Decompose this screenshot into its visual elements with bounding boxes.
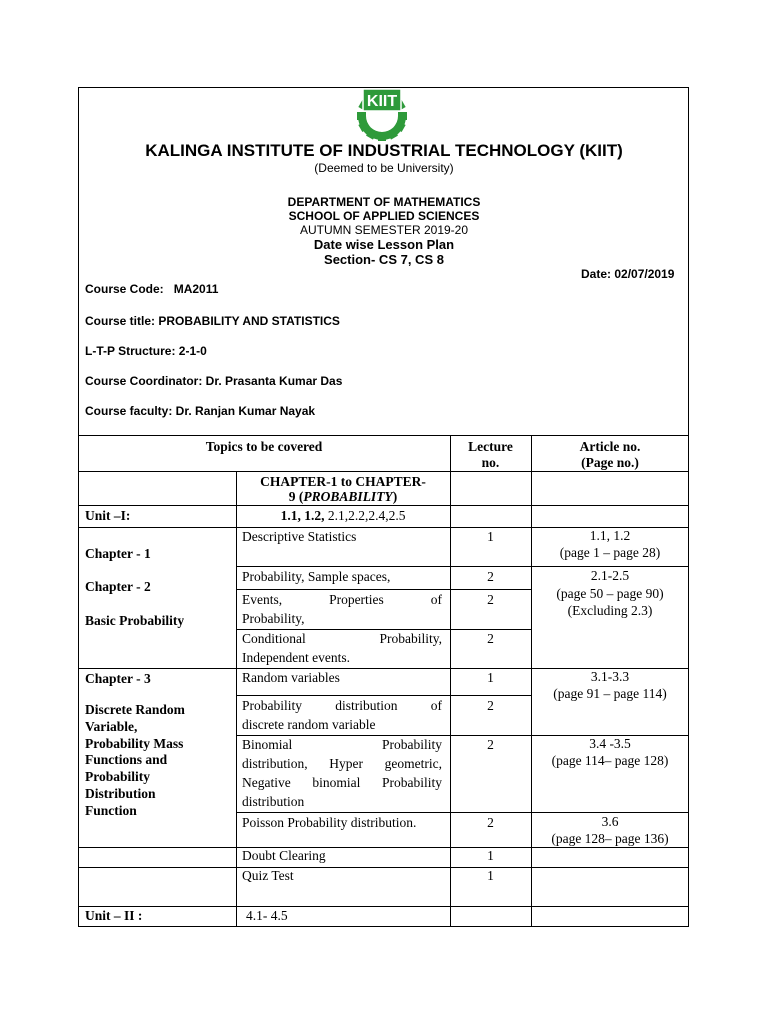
lecture-count: 2 (487, 737, 494, 752)
topic-random-variables: Random variables (242, 670, 340, 685)
plan-date: Date: 02/07/2019 (581, 267, 675, 281)
school-name: SCHOOL OF APPLIED SCIENCES (288, 209, 480, 223)
unit-2-label: Unit – II : (85, 908, 143, 923)
chapter-3-label: Chapter - 3 (85, 671, 151, 686)
article-ch2: 2.1-2.5 (page 50 – page 90) (Excluding 2.3) (556, 568, 664, 618)
kiit-logo (340, 86, 424, 142)
course-coordinator: Course Coordinator: Dr. Prasanta Kumar Das (85, 374, 343, 388)
topic-conditional-probability: Conditional Probability, Independent events. (242, 631, 442, 665)
department-name: DEPARTMENT OF MATHEMATICS (287, 195, 481, 209)
deemed-university: (Deemed to be University) (314, 161, 454, 175)
unit-1-sections: 1.1, 1.2, 2.1,2.2,2.4,2.5 (280, 508, 406, 523)
lecture-count: 2 (487, 592, 494, 607)
col-header-lecture-2: no. (481, 455, 500, 470)
article-ch3-b: 3.4 -3.5 (page 114– page 128) (551, 736, 669, 768)
col-header-article-2: (Page no.) (581, 455, 639, 470)
col-header-topics: Topics to be covered (205, 439, 323, 454)
topic-doubt-clearing: Doubt Clearing (242, 848, 326, 863)
topic-poisson-distribution: Poisson Probability distribution. (242, 815, 417, 830)
article-ch1: 1.1, 1.2 (page 1 – page 28) (559, 528, 661, 560)
topic-binomial-distribution: Binomial Probability distribution, Hyper geometric, Negative binomial Probability distribution (242, 737, 442, 809)
unit-1-label: Unit –I: (85, 508, 131, 523)
chapter-2-name: Basic Probability (85, 613, 185, 628)
article-ch3-c: 3.6 (page 128– page 136) (551, 814, 669, 846)
col-header-lecture-1: Lecture (468, 439, 513, 454)
topic-quiz-test: Quiz Test (242, 868, 294, 883)
course-code-label: Course Code: (85, 282, 164, 296)
chapter-2-label: Chapter - 2 (85, 579, 151, 594)
course-faculty: Course faculty: Dr. Ranjan Kumar Nayak (85, 404, 316, 418)
semester: AUTUMN SEMESTER 2019-20 (299, 223, 469, 237)
article-ch3-a: 3.1-3.3 (page 91 – page 114) (553, 669, 667, 701)
chapter-range-heading-line1: CHAPTER-1 to CHAPTER- (260, 474, 426, 489)
chapter-range-heading-line2: 9 (PROBABILITY) (288, 489, 398, 504)
ltp-structure: L-T-P Structure: 2-1-0 (85, 344, 207, 358)
course-code (85, 282, 218, 296)
topic-events-properties: Events, Properties of Probability, (242, 592, 442, 626)
lecture-count: 1 (487, 529, 494, 544)
topic-discrete-distribution: Probability distribution of discrete random variable (242, 698, 442, 732)
course-title: Course title: PROBABILITY AND STATISTICS (85, 314, 340, 328)
lecture-count: 2 (487, 698, 494, 713)
logo-text: KIIT (366, 93, 398, 110)
lecture-count: 2 (487, 569, 494, 584)
col-header-article-1: Article no. (579, 439, 641, 454)
lecture-count: 1 (487, 868, 494, 883)
chapter-1-label: Chapter - 1 (85, 546, 151, 561)
lecture-count: 2 (487, 631, 494, 646)
lecture-count: 1 (487, 670, 494, 685)
topic-descriptive-statistics: Descriptive Statistics (242, 529, 357, 544)
lecture-count: 1 (487, 848, 494, 863)
topic-sample-spaces: Probability, Sample spaces, (242, 569, 391, 584)
section-info: Section- CS 7, CS 8 (324, 252, 444, 267)
lesson-plan-title: Date wise Lesson Plan (313, 237, 455, 252)
course-code-value: MA2011 (173, 282, 219, 296)
unit-2-sections: 4.1- 4.5 (246, 908, 288, 923)
institute-title: KALINGA INSTITUTE OF INDUSTRIAL TECHNOLOGY (KIIT) (145, 141, 623, 160)
chapter-3-name: Discrete Random Variable, Probability Mass Functions and Probability Distribution Function (85, 702, 185, 818)
lecture-count: 2 (487, 815, 494, 830)
